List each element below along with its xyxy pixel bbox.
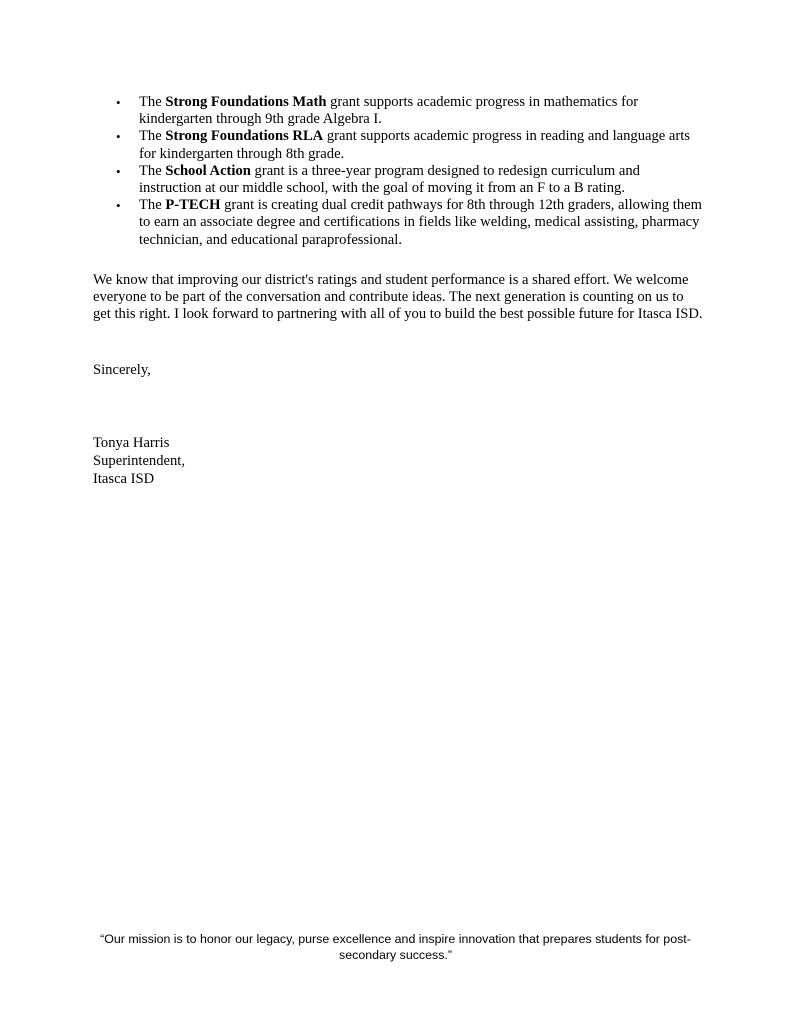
list-item: [112, 94, 702, 128]
grant-name: School Action: [165, 162, 251, 179]
closing-salutation: Sincerely,: [93, 362, 151, 378]
item-text: grant is creating dual credit pathways for 8th through 12th graders, allowing them to earn an associate degree and certifications in fields like welding, medical assisting, pharmacy technician, and educational paraprofessional.: [139, 197, 702, 248]
item-prefix: The: [139, 197, 166, 214]
list-item: [112, 163, 702, 197]
item-text: grant is a three-year program designed to redesign curriculum and instruction at our middle school, with the goal of moving it from an F to a B rating.: [139, 162, 640, 197]
signer-name: Tonya Harris: [93, 435, 170, 451]
list-item: [112, 128, 702, 162]
item-prefix: The: [139, 128, 166, 145]
signer-title: Superintendent,: [93, 453, 186, 470]
bullet-icon: •: [116, 129, 121, 145]
item-prefix: The: [139, 94, 166, 110]
bullet-icon: •: [116, 95, 121, 110]
body-paragraph: We know that improving our district's ratings and student performance is a shared effort. We welcome everyone to be part of the conversation and contribute ideas. The next generation is counting on us to get this right. I look forward to partnering with all of you to build the best possible future for Itasca ISD.: [93, 272, 703, 323]
grant-list: [112, 94, 702, 249]
item-text: grant supports academic progress in reading and language arts for kindergarten through 8th grade.: [139, 128, 690, 162]
list-item: [112, 197, 702, 249]
item-text: grant supports academic progress in mathematics for kindergarten through 9th grade Algebra I.: [139, 94, 639, 128]
signature-block: [93, 434, 185, 489]
signer-organization: Itasca ISD: [93, 471, 155, 488]
grant-name: Strong Foundations Math: [165, 94, 327, 110]
grant-name: Strong Foundations RLA: [165, 128, 324, 145]
grant-name: P-TECH: [165, 197, 221, 214]
bullet-icon: •: [116, 163, 121, 179]
item-prefix: The: [139, 162, 166, 179]
mission-statement: “Our mission is to honor our legacy, purse excellence and inspire innovation that prepares students for post-secondary success.”: [100, 932, 691, 962]
bullet-icon: •: [116, 198, 121, 214]
